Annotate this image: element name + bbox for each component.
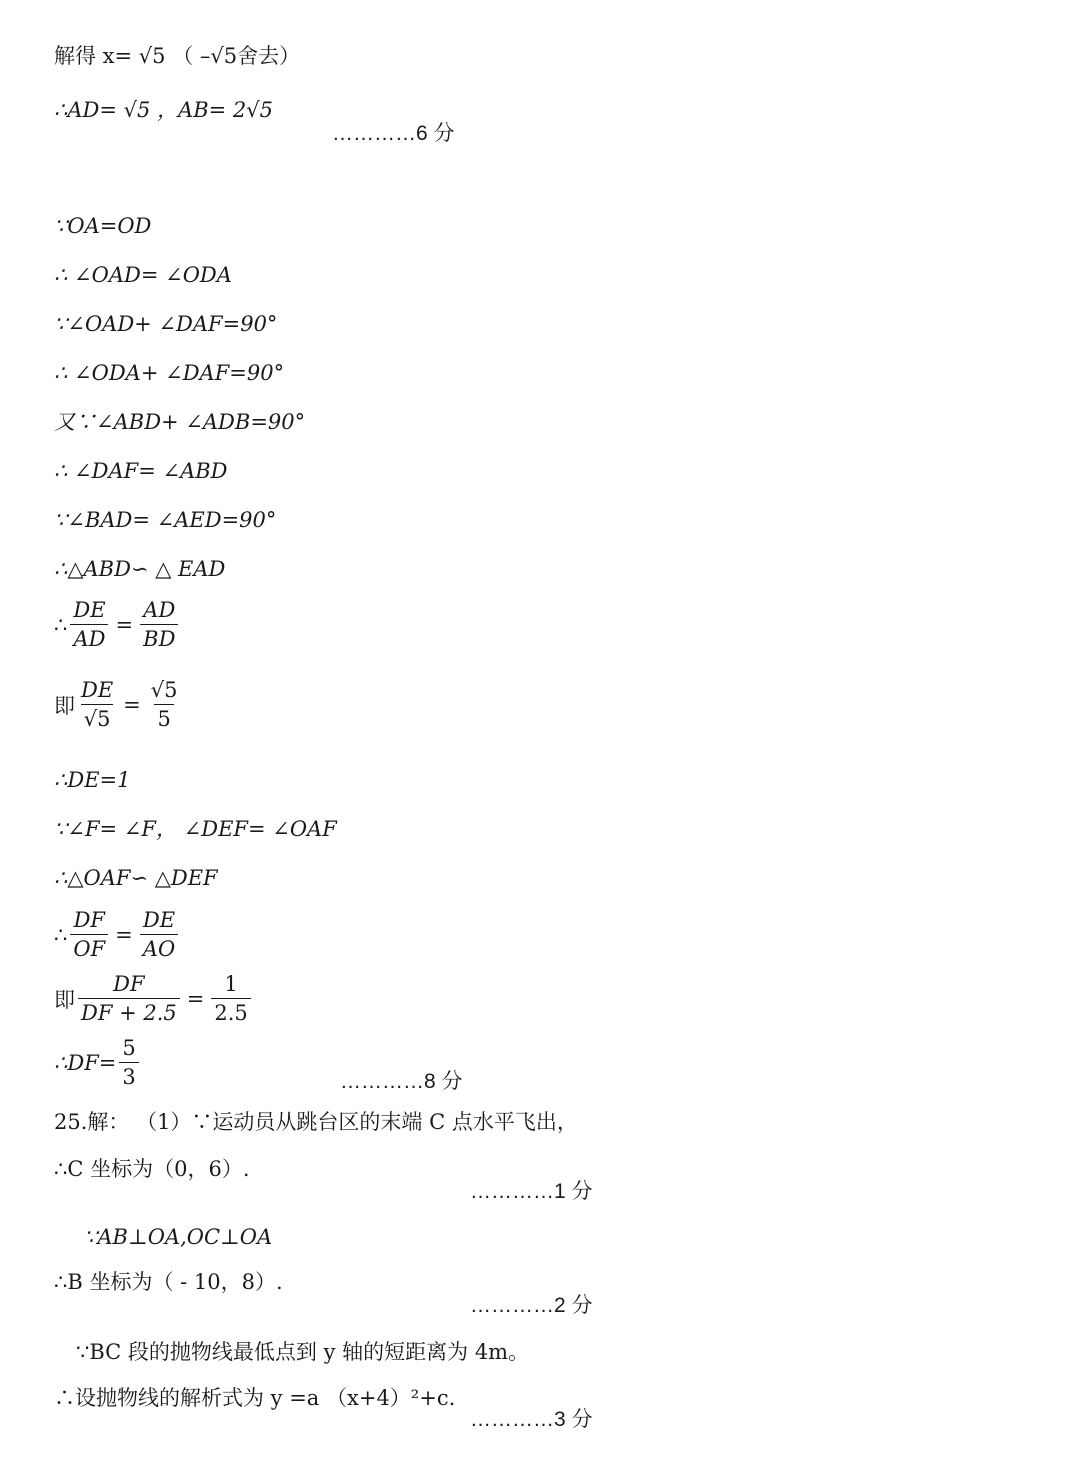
numerator: 1 [224,972,238,996]
denominator: OF [70,934,108,961]
score-2-marks: …………2 分 [470,1294,593,1317]
score-3-marks: …………3 分 [470,1408,593,1431]
angle-sum-oda-daf-line: ∴ ∠ODA+ ∠DAF=90° [54,361,285,385]
ratio-de-ad-line [54,598,181,651]
angle-daf-abd-line: ∴ ∠DAF= ∠ABD [54,459,228,483]
ratio-df-of-line [54,908,181,961]
fraction-de-over-sqrt5 [78,678,116,731]
namely-label: 即 [54,693,75,718]
df-result-line [54,1036,142,1089]
numerator: √5 [150,678,178,702]
perpendicular-line: ∵AB⊥OA,OC⊥OA [84,1225,273,1249]
equals-sign: = [123,692,141,717]
angle-sum-oad-daf-line: ∵∠OAD+ ∠DAF=90° [54,312,278,336]
namely-label: 即 [54,987,75,1012]
denominator: 5 [154,704,173,731]
score-8-marks: …………8 分 [340,1070,463,1093]
solve-x-line: 解得 x= √5 （ –√5舍去） [54,44,301,68]
score-6-marks: …………6 分 [332,122,455,145]
fraction-sqrt5-over-5 [148,678,181,731]
fraction-de-over-ao [140,908,178,961]
fraction-df-over-df-plus [78,972,180,1025]
fraction-de-over-ad [70,598,108,651]
ratio-df-sum-line [54,972,254,1025]
numerator: AD [143,598,176,622]
denominator: 2.5 [211,998,250,1025]
angle-bad-aed-line: ∵∠BAD= ∠AED=90° [54,508,277,532]
question-25-heading: 25.解： （1）∵运动员从跳台区的末端 C 点水平飞出， [54,1110,578,1134]
numerator: DF [73,908,105,932]
numerator: DE [81,678,114,702]
score-1-mark: …………1 分 [470,1180,593,1203]
parabola-lowest-point-line: ∵BC 段的抛物线最低点到 y 轴的短距离为 4m。 [76,1340,530,1364]
numerator: DE [73,598,106,622]
angle-oad-oda-line: ∴ ∠OAD= ∠ODA [54,263,232,287]
denominator: AD [70,624,108,651]
denominator: DF + 2.5 [78,998,180,1025]
angle-sum-abd-adb-line: 又∵∠ABD+ ∠ADB=90° [54,410,306,434]
similar-abd-ead-line: ∴△ABD∽ △ EAD [54,557,226,581]
numerator: 5 [122,1036,136,1060]
equals-sign: = [115,612,134,637]
angle-f-def-oaf-line: ∵∠F= ∠F， ∠DEF= ∠OAF [54,817,337,841]
equals-sign: = [186,986,205,1011]
therefore-symbol: ∴ [54,612,68,637]
therefore-symbol: ∴ [54,922,68,947]
fraction-1-over-2-5 [211,972,250,1025]
de-equals-line: ∴DE=1 [54,768,131,792]
equals-sign: = [115,922,133,947]
denominator: √5 [81,704,114,731]
denominator: 3 [119,1062,138,1089]
similar-oaf-def-line: ∴△OAF∽ △DEF [54,866,218,890]
fraction-5-over-3 [119,1036,138,1089]
parabola-equation-line: ∴设抛物线的解析式为 y =a （x+4）²+c. [54,1386,456,1410]
df-equals-label: ∴DF= [54,1050,117,1075]
fraction-ad-over-bd [140,598,178,651]
c-coordinate-line: ∴C 坐标为（0，6）. [54,1157,250,1181]
numerator: DF [113,972,145,996]
oa-equals-od-line: ∵OA=OD [54,214,152,238]
ad-ab-values-line: ∴AD= √5 ，AB= 2√5 [54,98,274,122]
denominator: AO [140,934,178,961]
b-coordinate-line: ∴B 坐标为（ - 10，8）. [54,1270,283,1294]
denominator: BD [140,624,178,651]
ratio-de-sqrt5-line [54,678,184,731]
fraction-df-over-of [70,908,108,961]
numerator: DE [142,908,176,932]
